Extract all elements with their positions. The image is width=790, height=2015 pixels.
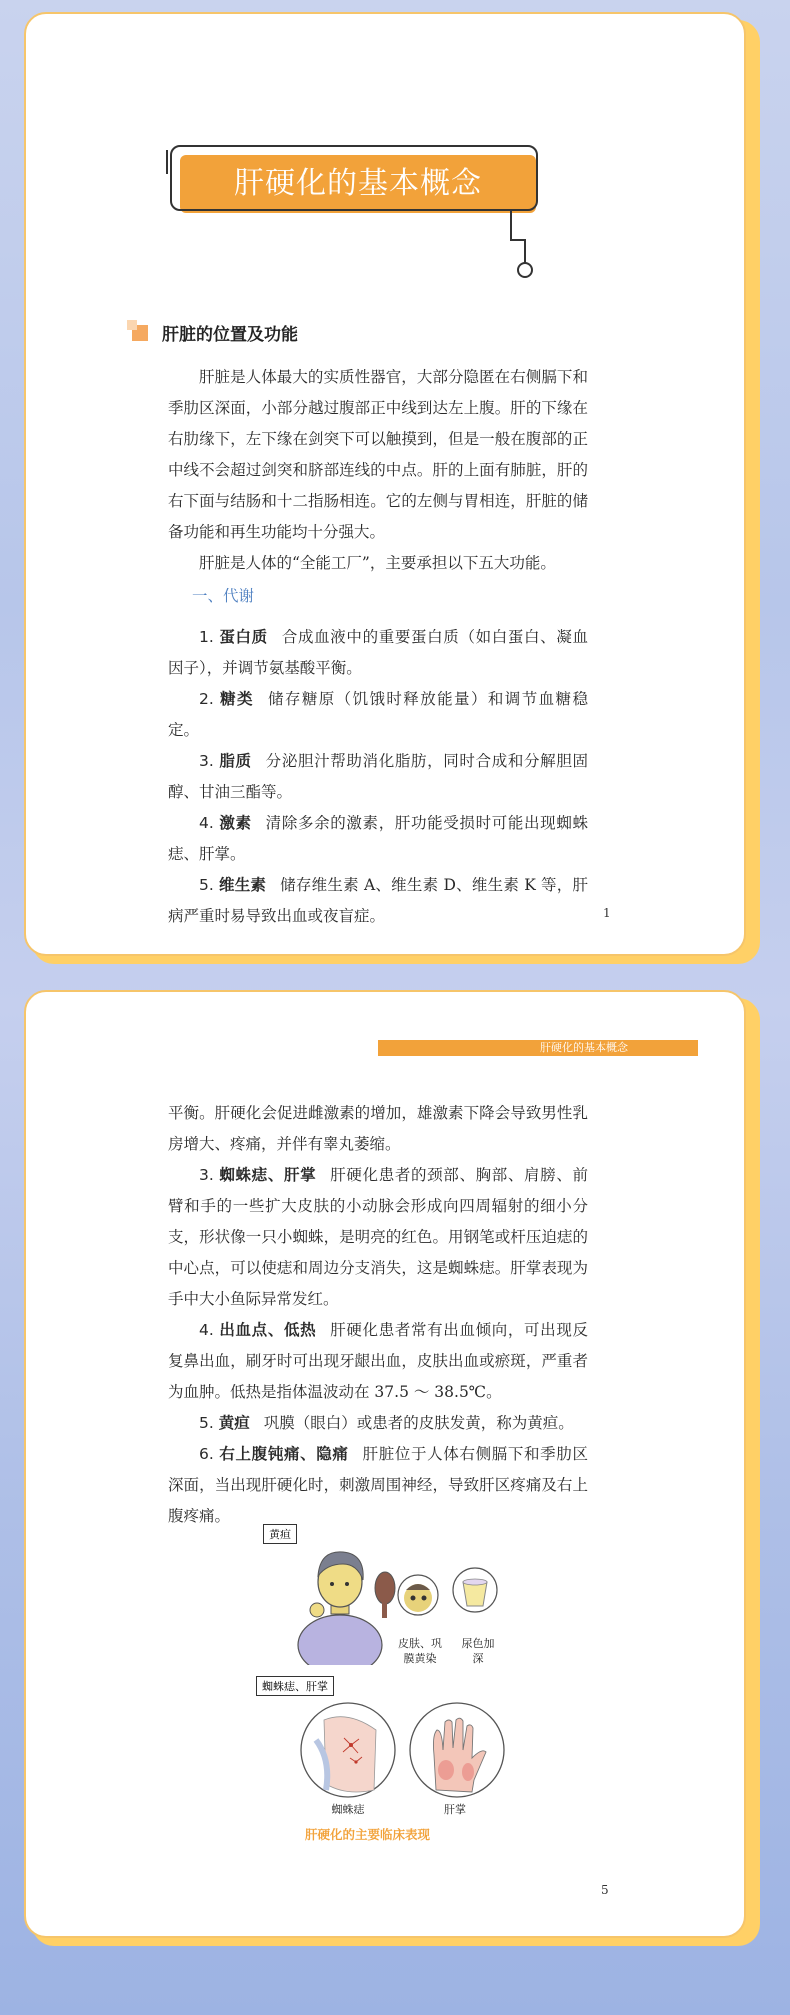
item-text: 合成血液中的重要蛋白质（如白蛋白、凝血因子），并调节氨基酸平衡。 (168, 628, 588, 677)
list-item (168, 870, 588, 932)
item-term: 激素 (219, 814, 252, 832)
figure-caption: 肝硬化的主要临床表现 (305, 1827, 431, 1842)
label-skin: 皮肤、巩膜黄染 (398, 1637, 442, 1665)
list-item (168, 1315, 588, 1408)
section-heading (132, 320, 298, 345)
label-palm: 肝掌 (444, 1803, 466, 1816)
spider-palm-illustration (296, 1700, 514, 1800)
item-number: 4. (199, 1321, 214, 1339)
tag-jaundice: 黄疸 (263, 1524, 297, 1544)
page-number: 5 (601, 1883, 609, 1897)
page-number: 1 (603, 906, 611, 920)
title-hook-line (166, 150, 168, 174)
subheading: 一、代谢 (192, 587, 255, 605)
item-text: 肝硬化患者常有出血倾向，可出现反复鼻出血，刷牙时可出现牙龈出血，皮肤出血或瘀斑，严重者为血肿。低热是指体温波动在 37.5 ～ 38.5℃。 (168, 1321, 588, 1401)
item-term: 蛋白质 (219, 628, 268, 646)
chapter-title-box (170, 145, 550, 217)
item-number: 6. (199, 1445, 214, 1463)
tag-spider-palm: 蜘蛛痣、肝掌 (256, 1676, 334, 1696)
item-text: 肝脏位于人体右侧膈下和季肋区深面，当出现肝硬化时，刺激周围神经，导致肝区疼痛及右上腹疼痛。 (168, 1445, 588, 1525)
item-number: 4. (199, 814, 214, 832)
running-head: 肝硬化的基本概念 (378, 1040, 698, 1056)
title-hook-circle (517, 262, 533, 278)
list-item (168, 684, 588, 746)
item-term: 右上腹钝痛、隐痛 (219, 1445, 349, 1463)
title-hook-line (524, 239, 526, 263)
paragraph: 肝脏是人体的“全能工厂”，主要承担以下五大功能。 (199, 554, 556, 572)
item-term: 蜘蛛痣、肝掌 (219, 1166, 317, 1184)
item-number: 5. (199, 1414, 214, 1432)
section-marker-icon (132, 325, 148, 341)
list-item (168, 622, 588, 684)
label-spider: 蜘蛛痣 (331, 1803, 365, 1816)
paragraph: 肝脏是人体最大的实质性器官，大部分隐匿在右侧膈下和季肋区深面，小部分越过腹部正中线到达左上腹。肝的下缘在右肋缘下，左下缘在剑突下可以触摸到，但是一般在腹部的正中线不会超过剑突和脐部连线的中点。肝的上面有肺脏，肝的右下面与结肠和十二指肠相连。它的左侧与胃相连，肝脏的储备功能和再生功能均十分强大。 (168, 368, 588, 541)
item-text: 储存维生素 A、维生素 D、维生素 K 等，肝病严重时易导致出血或夜盲症。 (168, 876, 588, 925)
item-term: 脂质 (219, 752, 252, 770)
item-term: 糖类 (220, 690, 254, 708)
title-hook-line (510, 209, 512, 239)
item-term: 出血点、低热 (219, 1321, 317, 1339)
chapter-title: 肝硬化的基本概念 (234, 166, 482, 201)
label-urine: 尿色加深 (461, 1637, 495, 1665)
list-item (168, 746, 588, 808)
item-text: 清除多余的激素，肝功能受损时可能出现蜘蛛痣、肝掌。 (168, 814, 588, 863)
paragraph: 平衡。肝硬化会促进雌激素的增加，雄激素下降会导致男性乳房增大、疼痛，并伴有睾丸萎缩。 (168, 1104, 588, 1153)
item-number: 3. (199, 1166, 214, 1184)
page1-body (168, 362, 588, 932)
list-item (168, 808, 588, 870)
item-text: 分泌胆汁帮助消化脂肪，同时合成和分解胆固醇、甘油三酯等。 (168, 752, 588, 801)
item-text: 巩膜（眼白）或患者的皮肤发黄，称为黄疸。 (263, 1414, 574, 1432)
list-item (168, 1408, 588, 1439)
list-item (168, 1160, 588, 1315)
section-title: 肝脏的位置及功能 (162, 325, 298, 345)
item-number: 3. (199, 752, 214, 770)
item-number: 2. (199, 690, 214, 708)
page2-body (168, 1098, 588, 1532)
item-term: 黄疸 (218, 1414, 250, 1432)
item-number: 1. (199, 628, 214, 646)
item-number: 5. (199, 876, 214, 894)
item-term: 维生素 (218, 876, 267, 894)
item-text: 储存糖原（饥饿时释放能量）和调节血糖稳定。 (168, 690, 588, 739)
list-item (168, 1439, 588, 1532)
item-text: 肝硬化患者的颈部、胸部、肩膀、前臂和手的一些扩大皮肤的小动脉会形成向四周辐射的细小分支，形状像一只小蜘蛛，是明亮的红色。用钢笔或杆压迫痣的中心点，可以使痣和周边分支消失，这是蜘蛛痣。肝掌表现为手中大小鱼际异常发红。 (168, 1166, 588, 1308)
